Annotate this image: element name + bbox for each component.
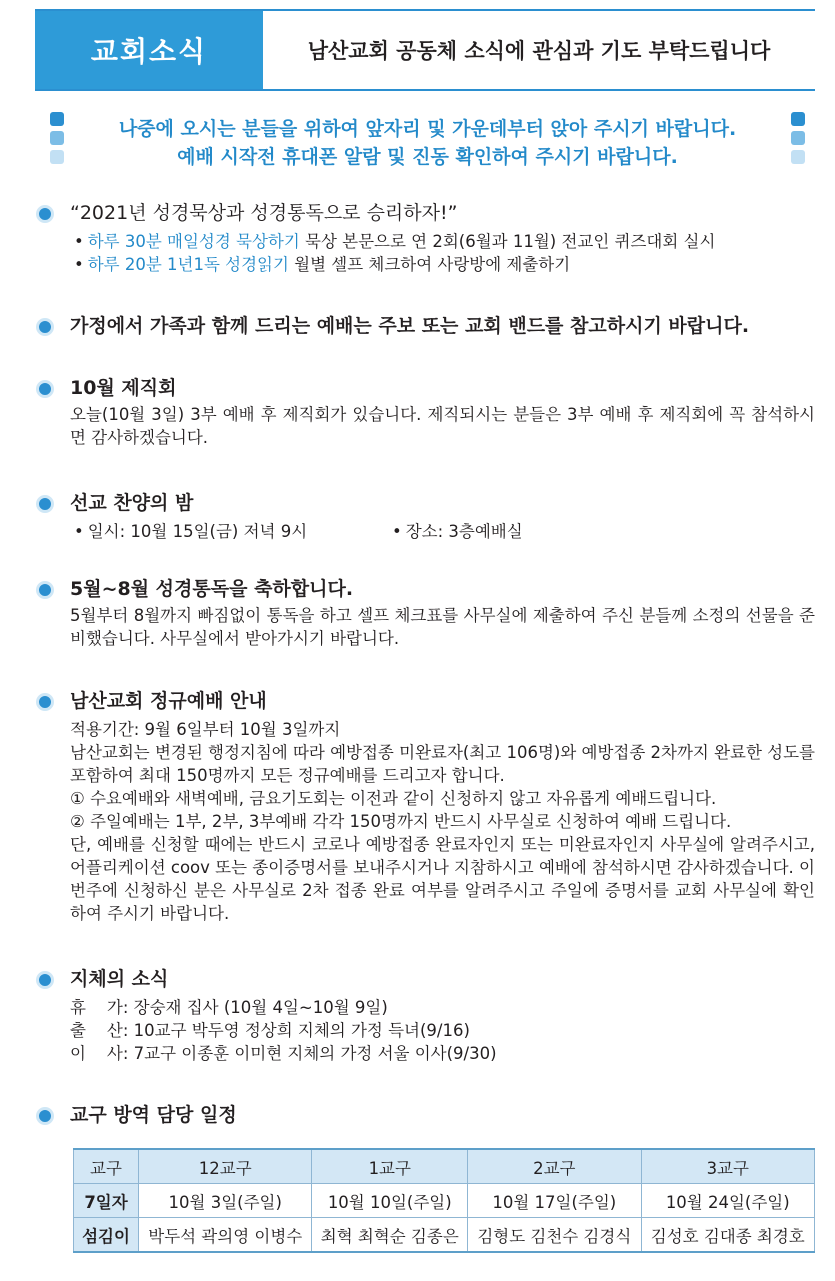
table-cell: 1교구: [312, 1149, 468, 1184]
table-row: [74, 1184, 815, 1218]
bible-section: [36, 198, 815, 276]
circle-bullet-icon: [36, 1107, 54, 1125]
praise-night-section: [36, 488, 815, 543]
table-cell: 섬김이: [74, 1218, 139, 1253]
period-text: 적용기간: 9월 6일부터 10월 3일까지: [70, 720, 341, 739]
paragraph: 남산교회는 변경된 행정지침에 따라 예방접종 미완료자(최고 106명)와 예방접종 2차까지 완료한 성도를 포함하여 최대 150명까지 모든 정규예배를 드리고자 합니다.: [70, 743, 815, 785]
reading-section: [36, 574, 815, 650]
notice-line-1: 나중에 오시는 분들을 위하여 앞자리 및 가운데부터 앉아 주시기 바랍니다.: [118, 118, 737, 140]
section-title: 남산교회 정규예배 안내: [36, 686, 815, 716]
table-cell: 10월 24일(주일): [641, 1184, 814, 1218]
circle-bullet-icon: [36, 205, 54, 223]
worship-guide-section: [36, 686, 815, 925]
table-cell: 10월 17일(주일): [468, 1184, 641, 1218]
section-body: 5월부터 8월까지 빠짐없이 통독을 하고 셀프 체크표를 사무실에 제출하여 주신 분들께 소정의 선물을 준비했습니다. 사무실에서 받아가시기 바랍니다.: [70, 606, 815, 648]
event-time: 일시: 10월 15일(금) 저녁 9시: [87, 522, 308, 541]
paragraph: 단, 예배를 신청할 때에는 반드시 코로나 예방접종 완료자인지 또는 미완료자인지 사무실에 알려주시고, 어플리케이션 coov 또는 종이증명서를 보내주시거나 지참하시고 예배에 참석하시면 감사하겠습니다. 이번주에 신청하신 분은 사무실로 2차 접종 완료 여부를 알려주시고 주일에 증명서를 교회 사무실에 확인하여 주시기 바랍니다.: [70, 835, 815, 923]
section-title: 선교 찬양의 밤: [36, 488, 815, 518]
event-place: • 장소: 3층예배실: [392, 522, 523, 541]
section-title: 10월 제직회: [36, 373, 815, 403]
members-news-section: [36, 964, 815, 1065]
table-cell: 최혁 최혁순 김종은: [312, 1218, 468, 1253]
council-section: [36, 373, 815, 449]
circle-bullet-icon: [36, 495, 54, 513]
list-item: 휴 가: 장숭재 집사 (10월 4일~10월 9일): [70, 998, 388, 1017]
circle-bullet-icon: [36, 971, 54, 989]
table-header-row: [74, 1149, 815, 1184]
table-cell: 10월 10일(주일): [312, 1184, 468, 1218]
circle-bullet-icon: [36, 318, 54, 336]
circle-bullet-icon: [36, 693, 54, 711]
section-title: 지체의 소식: [36, 964, 815, 994]
paragraph: ① 수요예배와 새벽예배, 금요기도회는 이전과 같이 신청하지 않고 자유롭게 예배드립니다.: [70, 789, 717, 808]
table-cell: 10월 3일(주일): [139, 1184, 312, 1218]
table-cell: 2교구: [468, 1149, 641, 1184]
section-body: 오늘(10월 3일) 3부 예배 후 제직회가 있습니다. 제직되시는 분들은 3부 예배 후 제직회에 꼭 참석하시면 감사하겠습니다.: [70, 405, 815, 447]
list-item: 이 사: 7교구 이종훈 이미현 지체의 가정 서울 이사(9/30): [70, 1044, 497, 1063]
table-cell: 박두석 곽의영 이병수: [139, 1218, 312, 1253]
circle-bullet-icon: [36, 581, 54, 599]
page-header: [35, 9, 815, 91]
table-cell: 3교구: [641, 1149, 814, 1184]
schedule-table: [73, 1148, 815, 1253]
paragraph: ② 주일예배는 1부, 2부, 3부예배 각각 150명까지 반드시 사무실로 신청하여 예배 드립니다.: [70, 812, 732, 831]
section-tab-title: 교회소식: [35, 11, 263, 89]
list-item: 출 산: 10교구 박두영 정상희 지체의 가정 득녀(9/16): [70, 1021, 470, 1040]
table-cell: 김성호 김대종 최경호: [641, 1218, 814, 1253]
table-cell: 김형도 김천수 김경식: [468, 1218, 641, 1253]
table-row: [74, 1218, 815, 1253]
section-title: 교구 방역 담당 일정: [36, 1100, 815, 1130]
table-cell: 교구: [74, 1149, 139, 1184]
list-item: • 하루 30분 매일성경 묵상하기 묵상 본문으로 연 2회(6월과 11월) 전교인 퀴즈대회 실시: [74, 232, 716, 251]
section-title: 5월~8월 성경통독을 축하합니다.: [36, 574, 815, 604]
table-cell: 12교구: [139, 1149, 312, 1184]
event-details: • 일시: 10월 15일(금) 저녁 9시 • 장소: 3층예배실: [74, 522, 523, 541]
header-subtitle: 남산교회 공동체 소식에 관심과 기도 부탁드립니다: [307, 39, 771, 63]
circle-bullet-icon: [36, 380, 54, 398]
table-cell: 7일자: [74, 1184, 139, 1218]
family-worship-section: [36, 311, 815, 341]
notice-line-2: 예배 시작전 휴대폰 알람 및 진동 확인하여 주시기 바랍니다.: [177, 146, 678, 168]
section-title: “2021년 성경묵상과 성경통독으로 승리하자!”: [36, 198, 815, 228]
seating-notice: [50, 108, 805, 174]
section-title: 가정에서 가족과 함께 드리는 예배는 주보 또는 교회 밴드를 참고하시기 바랍니다.: [36, 311, 815, 341]
quarantine-section: [36, 1100, 815, 1130]
list-item: • 하루 20분 1년1독 성경읽기 월별 셀프 체크하여 사랑방에 제출하기: [74, 255, 571, 274]
